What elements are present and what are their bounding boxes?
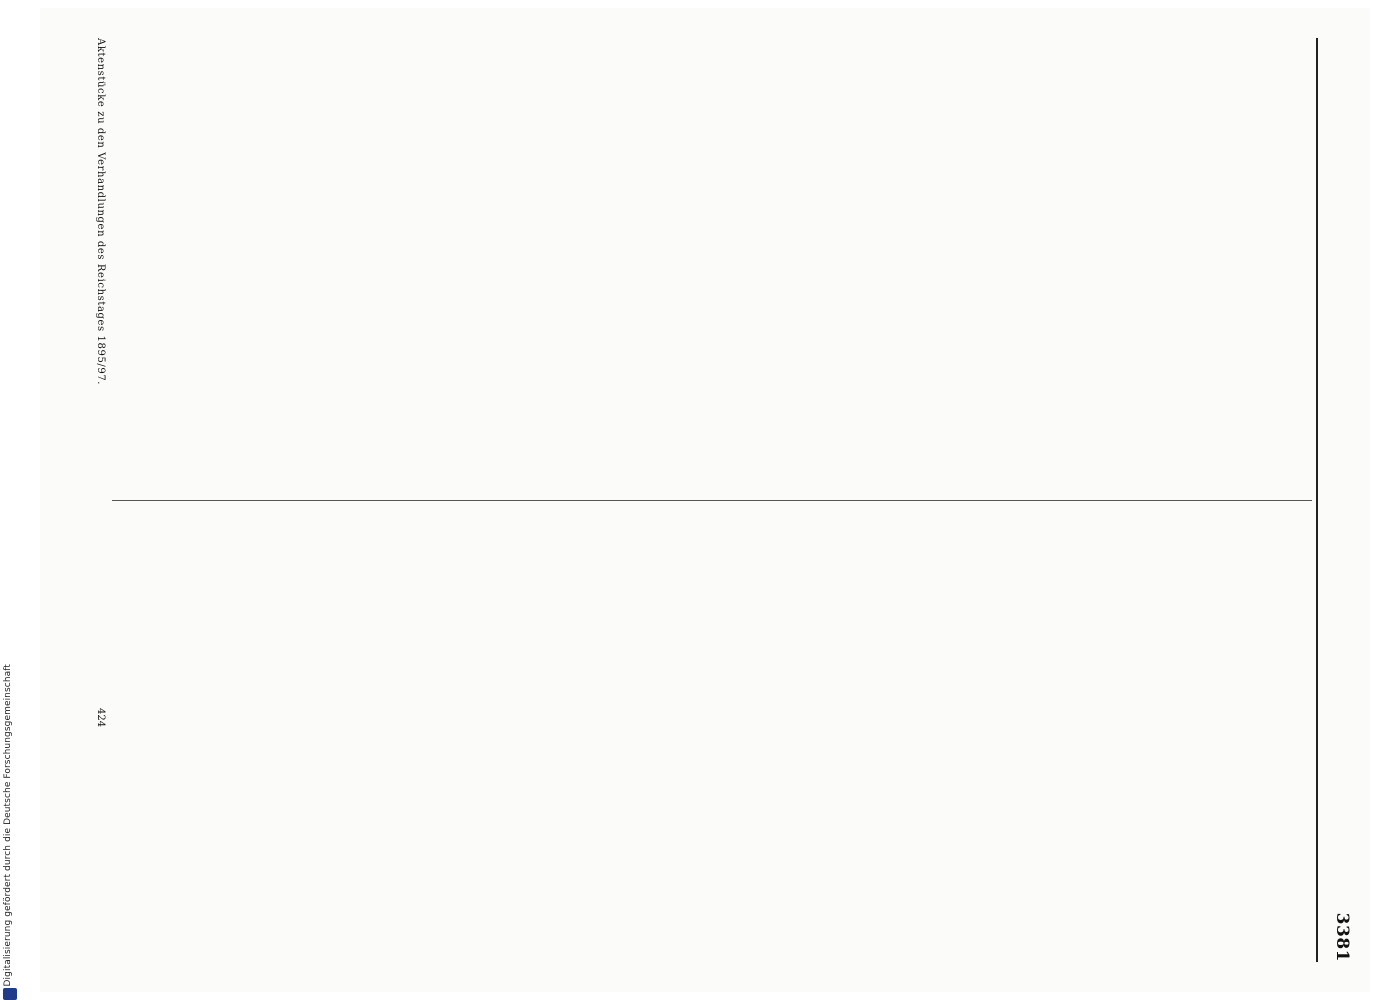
left-column	[110, 38, 1310, 493]
page-header	[1322, 38, 1352, 962]
page-footer: Aktenstücke zu den Verhandlungen des Reichstages 1895/97.	[95, 38, 106, 386]
right-column	[110, 508, 1310, 963]
credit-line: Digitalisierung gefördert durch die Deutsche Forschungsgemeinschaft	[3, 663, 13, 986]
footer-page-number: 424	[95, 708, 106, 728]
dfg-logo-icon	[3, 988, 17, 1000]
column-divider	[112, 500, 1312, 501]
sidebar	[0, 0, 26, 1000]
scanned-page	[40, 8, 1370, 992]
page-number: 3381	[1332, 912, 1352, 962]
header-rule	[1316, 38, 1318, 962]
rotated-content	[40, 8, 1370, 992]
